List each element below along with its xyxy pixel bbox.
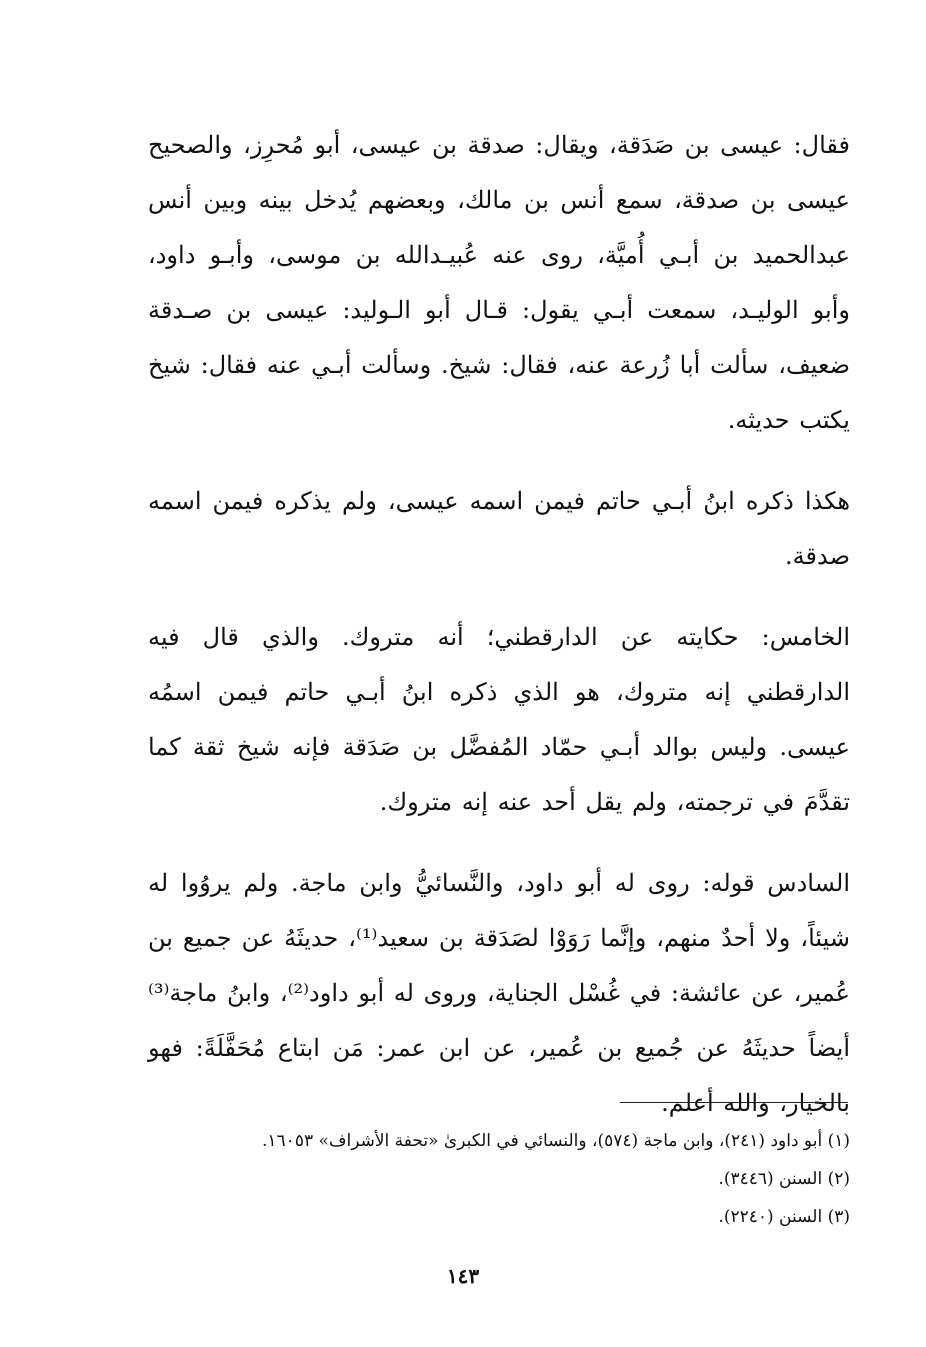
footnote-2: (٢) السنن (٣٤٤٦). bbox=[718, 1169, 850, 1189]
page-number: ١٤٣ bbox=[446, 1264, 480, 1288]
paragraph-2: هكذا ذكره ابنُ أبـي حاتم فيمن اسمه عيسى، ولم يذكره فيمن اسمه صدقة. bbox=[148, 487, 850, 570]
main-text-block bbox=[148, 118, 850, 1157]
footnotes bbox=[148, 1122, 850, 1236]
paragraph-4: السادس قوله: روى له أبو داود، والنَّسائيُّ وابن ماجة. ولم يروُوا له شيئاً، ولا أحدٌ منهم، وإنَّما رَوَوْا لصَدَقة بن سعيد⁽¹⁾، حديثَهُ عن جميع بن عُمير، عن عائشة: في غُسْل الجناية، وروى له أبو داود⁽²⁾، وابنُ ماجة⁽³⁾ أيضاً حديثَهُ عن جُميع بن عُمير، عن ابن عمر: مَن ابتاع مُحَفَّلَةً: فهو بالخيار، والله أعلم. bbox=[148, 869, 850, 1117]
paragraph-3: الخامس: حكايته عن الدارقطني؛ أنه متروك. والذي قال فيه الدارقطني إنه متروك، هو الذي ذكره ابنُ أبـي حاتم فيمن اسمُه عيسى. وليس بوالد أبـي حمّاد المُفضَّل بن صَدَقة فإنه شيخ ثقة كما تقدَّمَ في ترجمته، ولم يقل أحد عنه إنه متروك. bbox=[148, 623, 850, 816]
paragraph-1: فقال: عيسى بن صَدَقة، ويقال: صدقة بن عيسى، أبو مُحرِز، والصحيح عيسى بن صدقة، سمع أنس بن مالك، وبعضهم يُدخل بينه وبين أنس عبدالحميد بن أبـي أُميَّة، روى عنه عُبيـدالله بن موسى، وأبـو داود، وأبو الوليـد، سمعت أبـي يقول: قـال أبو الـوليد: عيسى بن صـدقة ضعيف، سألت أبا زُرعة عنه، فقال: شيخ. وسألت أبـي عنه فقال: شيخ يكتب حديثه. bbox=[148, 131, 850, 434]
footnote-separator bbox=[620, 1102, 848, 1103]
footnote-3: (٣) السنن (٢٢٤٠). bbox=[718, 1207, 850, 1227]
footnote-1: (١) أبو داود (٢٤١)، وابن ماجة (٥٧٤)، والنسائي في الكبرىٰ «تحفة الأشراف» ١٦٠٥٣. bbox=[262, 1131, 850, 1151]
